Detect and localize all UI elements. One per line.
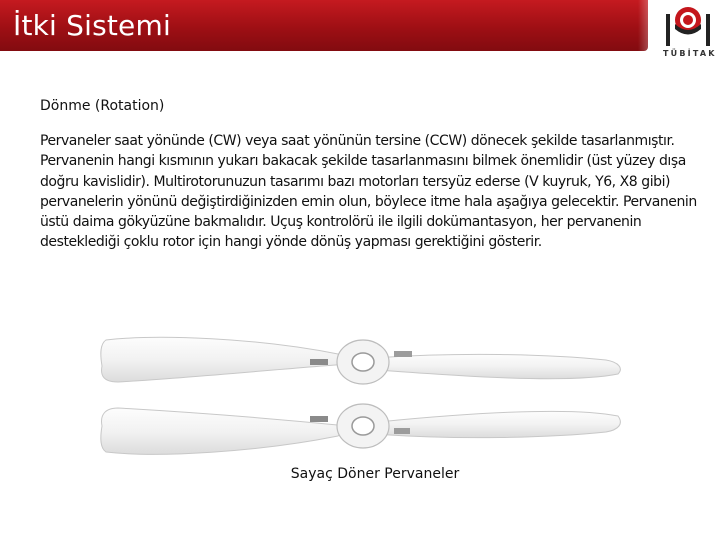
propeller-image xyxy=(98,326,626,466)
title-bar xyxy=(0,0,648,51)
body-paragraph: Pervaneler saat yönünde (CW) veya saat yönünün tersine (CCW) dönecek şekilde tasarlanmıştır. Pervanenin hangi kısmının yukarı bakacak şekilde tasarlanmasını bilmek önemlidir (üst yüzey dışa doğru kavislidir). Multirotorunuzun tasarımı bazı motorları tersyüz ederse (V kuyruk, Y6, X8 gibi) pervanelerin yönünü değiştirdiğinizden emin olun, böylece itme hala aşağıya gelecektir. Pervanenin üstü daima gökyüzüne bakmalıdır. Uçuş kontrolörü ile ilgili dokümantasyon, her pervanenin desteklediği çoklu rotor için hangi yönde dönüş yapması gerektiğini gösterir. xyxy=(40,133,697,251)
slide-title: İtki Sistemi xyxy=(13,9,171,42)
section-heading: Dönme (Rotation) xyxy=(40,98,165,114)
logo-text: TÜBİTAK xyxy=(663,49,717,58)
figure-caption: Sayaç Döner Pervaneler xyxy=(290,466,460,482)
